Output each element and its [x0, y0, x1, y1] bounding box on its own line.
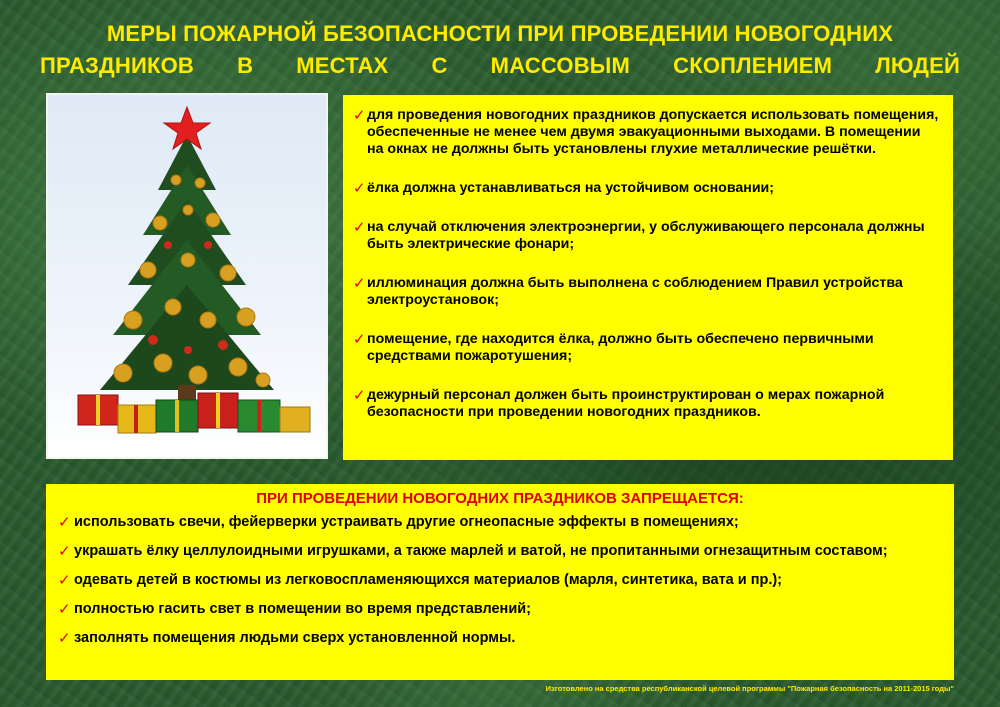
info-item [355, 331, 939, 365]
ban-item-text: полностью гасить свет в помещении во время представлений; [74, 601, 531, 617]
checkmark-icon: ✓ [58, 543, 71, 560]
info-item [355, 387, 939, 421]
checkmark-icon: ✓ [353, 275, 366, 292]
checkmark-icon: ✓ [58, 514, 71, 531]
checkmark-icon: ✓ [353, 331, 366, 348]
prohibitions-title: ПРИ ПРОВЕДЕНИИ НОВОГОДНИХ ПРАЗДНИКОВ ЗАПРЕЩАЕТСЯ: [256, 490, 744, 507]
ban-item [60, 601, 940, 618]
ban-item [60, 543, 940, 560]
ban-item-text: украшать ёлку целлулоидными игрушками, а также марлей и ватой, не пропитанными огнезащитным составом; [74, 543, 888, 559]
info-item [355, 107, 939, 158]
prohibitions-box [46, 484, 954, 680]
checkmark-icon: ✓ [353, 387, 366, 404]
info-item-text: ёлка должна устанавливаться на устойчивом основании; [367, 180, 774, 196]
info-item [355, 180, 939, 197]
ban-item-text: заполнять помещения людьми сверх установленной нормы. [74, 630, 516, 646]
checkmark-icon: ✓ [58, 630, 71, 647]
ban-item [60, 572, 940, 589]
info-item-text: иллюминация должна быть выполнена с соблюдением Правил устройства электроустановок; [367, 275, 903, 308]
poster-title-line-2: ПРАЗДНИКОВ В МЕСТАХ С МАССОВЫМ СКОПЛЕНИЕМ ЛЮДЕЙ [40, 53, 960, 78]
info-item [355, 219, 939, 253]
checkmark-icon: ✓ [353, 180, 366, 197]
fire-safety-measures-box [343, 95, 953, 460]
checkmark-icon: ✓ [353, 219, 366, 236]
ban-item-text: использовать свечи, фейерверки устраивать другие огнеопасные эффекты в помещениях; [74, 514, 739, 530]
poster-title [40, 18, 960, 82]
info-item-text: помещение, где находится ёлка, должно быть обеспечено первичными средствами пожаротушения; [367, 331, 874, 364]
info-item-text: дежурный персонал должен быть проинструктирован о мерах пожарной безопасности при проведении новогодних праздников. [367, 387, 885, 420]
info-item-text: для проведения новогодних праздников допускается использовать помещения, обеспеченные не менее чем двумя эвакуационными выходами. В помещении на окнах не должны быть установлены глухие металлические решётки. [367, 107, 939, 157]
poster-title-line-1: МЕРЫ ПОЖАРНОЙ БЕЗОПАСНОСТИ ПРИ ПРОВЕДЕНИИ НОВОГОДНИХ [106, 21, 894, 46]
ban-item-text: одевать детей в костюмы из легковоспламеняющихся материалов (марля, синтетика, вата и пр.); [74, 572, 783, 588]
ban-item [60, 514, 940, 531]
christmas-tree-image [46, 93, 328, 459]
ban-item [60, 630, 940, 647]
checkmark-icon: ✓ [353, 107, 366, 124]
info-item-text: на случай отключения электроэнергии, у обслуживающего персонала должны быть электрические фонари; [367, 219, 925, 252]
checkmark-icon: ✓ [58, 601, 71, 618]
christmas-tree-illustration [48, 95, 326, 457]
checkmark-icon: ✓ [58, 572, 71, 589]
info-item [355, 275, 939, 309]
footer-credit: Изготовлено на средства республиканской целевой программы "Пожарная безопасность на 2011-2015 годы" [545, 684, 954, 693]
